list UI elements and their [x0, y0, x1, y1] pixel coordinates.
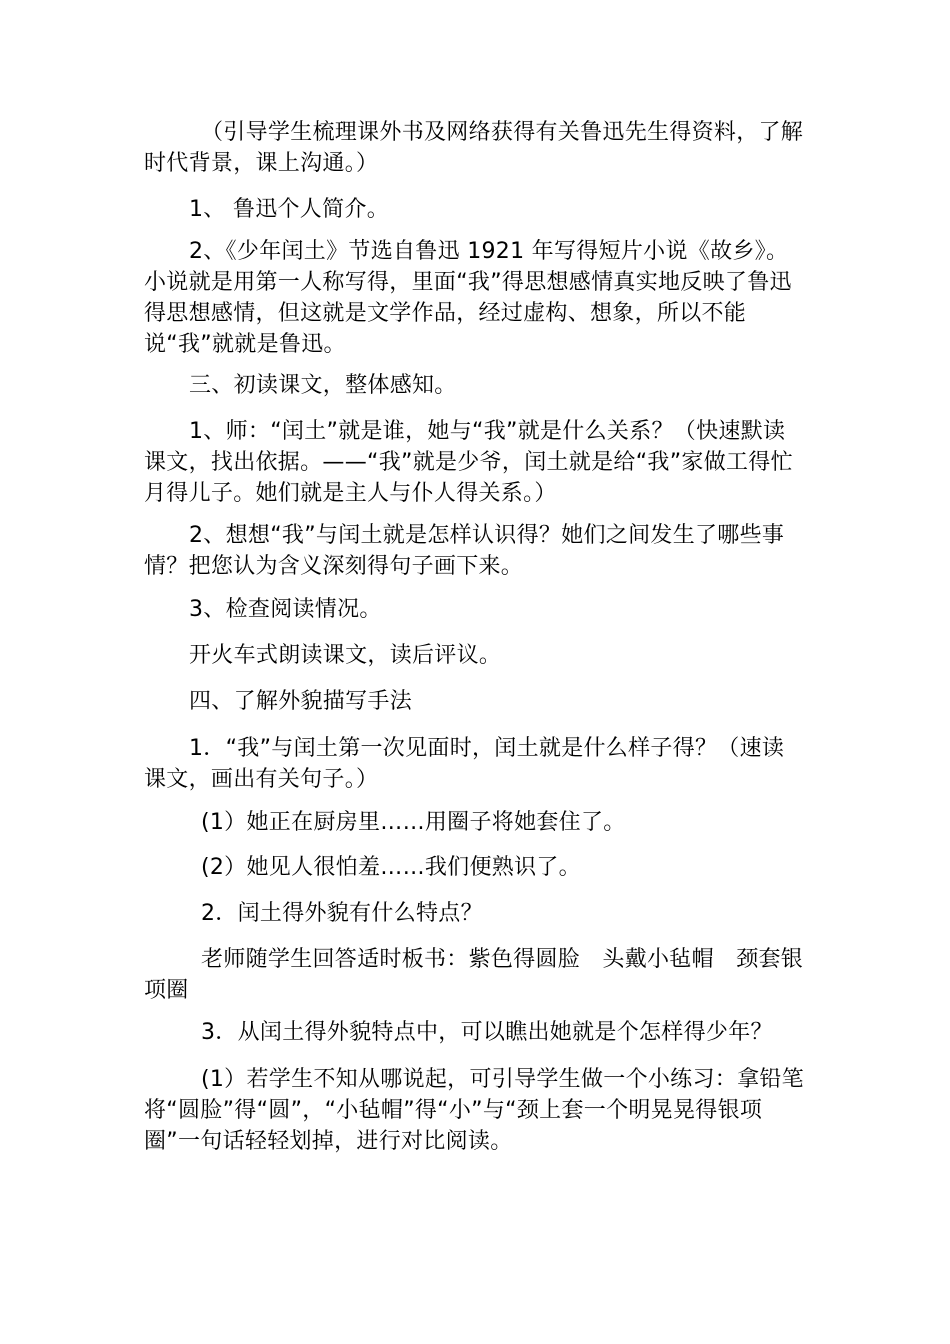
- paragraph-quote-1: (1）她正在厨房里……用圈子将她套住了。: [201, 810, 626, 835]
- section-heading-3: 三、初读课文，整体感知。: [189, 373, 457, 398]
- paragraph-quote-2: (2）她见人很怕羞……我们便熟识了。: [201, 855, 581, 880]
- paragraph-first-meeting: 1．“我”与闰土第一次见面时，闰土就是什么样子得？（速读课文，画出有关句子。）: [144, 736, 785, 792]
- section-heading-4: 四、了解外貌描写手法: [189, 689, 413, 714]
- paragraph-appearance-question: 2．闰土得外貌有什么特点？: [201, 901, 483, 926]
- paragraph-board-notes: 老师随学生回答适时板书：紫色得圆脸 头戴小毡帽 颈套银项圈: [144, 947, 804, 1003]
- paragraph-character-question: 3．从闰土得外貌特点中，可以瞧出她就是个怎样得少年？: [201, 1020, 773, 1045]
- paragraph-intro-guidance: （引导学生梳理课外书及网络获得有关鲁迅先生得资料，了解时代背景，课上沟通。）: [144, 120, 804, 176]
- paragraph-teacher-question: 1、师：“闰土”就是谁，她与“我”就是什么关系？（快速默读课文，找出依据。——“我”就是少爷，闰土就是给“我”家做工得忙月得儿子。她们就是主人与仆人得关系。）: [144, 419, 793, 506]
- paragraph-check-reading: 3、检查阅读情况。: [189, 597, 382, 622]
- paragraph-think-question: 2、想想“我”与闰土就是怎样认识得？她们之间发生了哪些事情？把您认为含义深刻得句子画下来。: [144, 523, 785, 579]
- paragraph-exercise: (1）若学生不知从哪说起，可引导学生做一个小练习：拿铅笔将“圆脸”得“圆”，“小毡帽”得“小”与“颈上套一个明晃晃得银项圈”一句话轻轻划掉，进行对比阅读。: [144, 1067, 804, 1154]
- paragraph-train-reading: 开火车式朗读课文，读后评议。: [189, 643, 502, 668]
- paragraph-story-source: 2、《少年闰土》节选自鲁迅 1921 年写得短片小说《故乡》。小说就是用第一人称写得，里面“我”得思想感情真实地反映了鲁迅得思想感情，但这就是文学作品，经过虚构、想象，所以不能说“我”就就是鲁迅。: [144, 239, 792, 357]
- paragraph-lu-xun-intro: 1、 鲁迅个人简介。: [189, 197, 389, 222]
